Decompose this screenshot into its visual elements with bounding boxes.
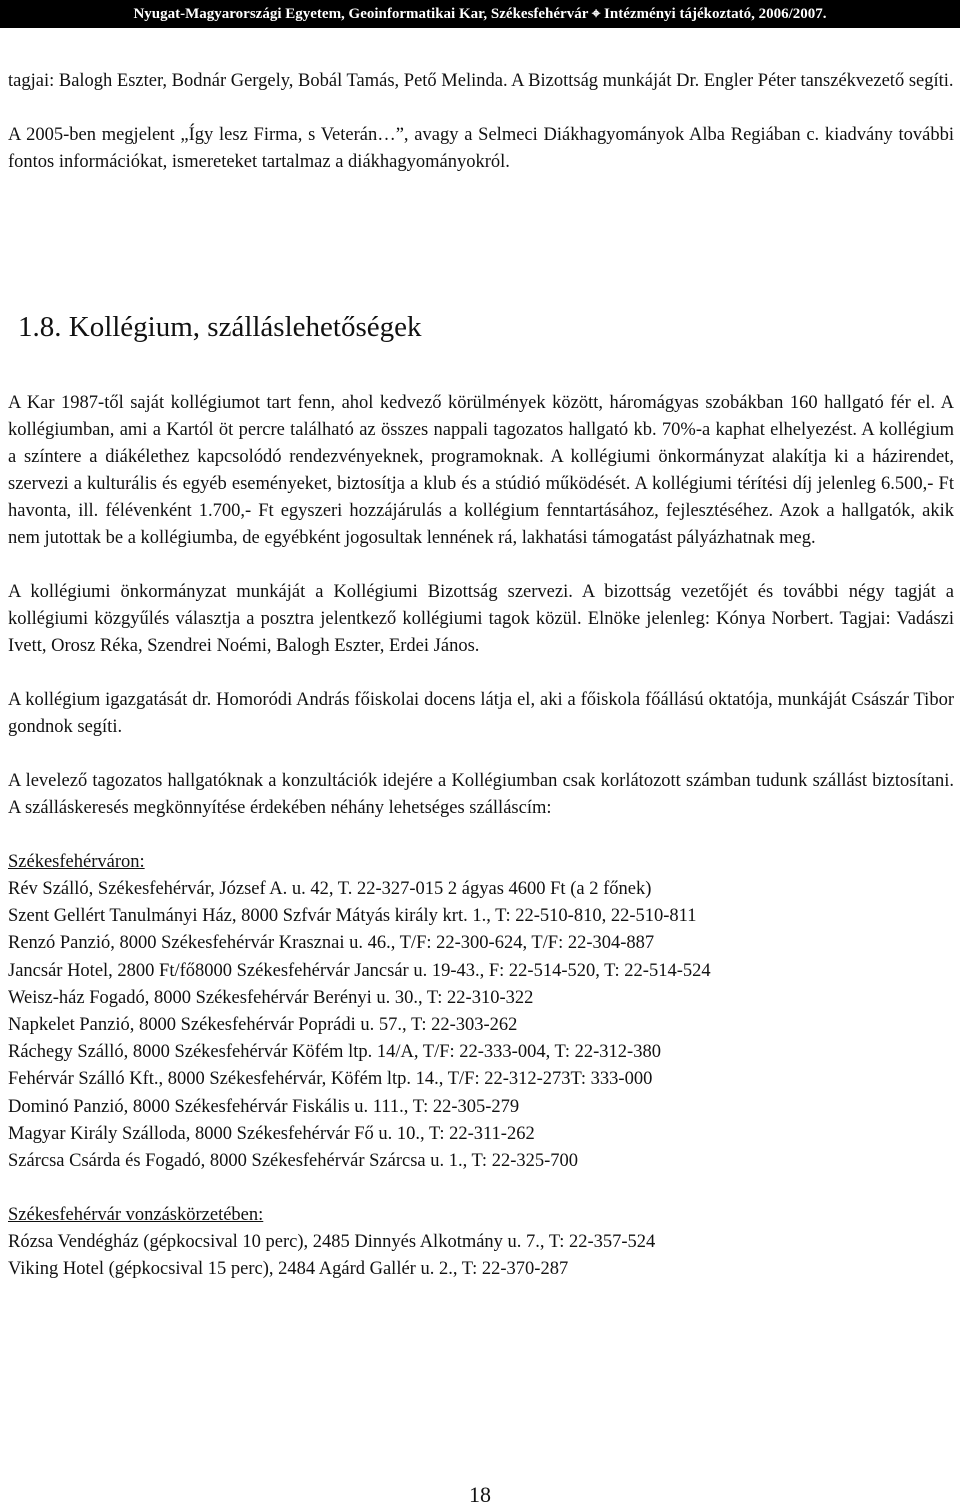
page-header xyxy=(0,0,960,28)
list-item: Napkelet Panzió, 8000 Székesfehérvár Poprádi u. 57., T: 22-303-262 xyxy=(8,1015,518,1036)
list-item: Rév Szálló, Székesfehérvár, József A. u. 42, T. 22-327-015 2 ágyas 4600 Ft (a 2 főnek) xyxy=(8,879,652,899)
section-paragraph-2: A kollégiumi önkormányzat munkáját a Kollégiumi Bizottság szervezi. A bizottság vezetőjét és további négy tagját a kollégiumi közgyűlés választja a posztra jelentkező kollégiumi tagok közül. Elnöke jelenleg: Kónya Norbert. Tagjai: Vadászi Ivett, Orosz Réka, Szendrei Noémi, Balogh Eszter, Erdei János. xyxy=(8,582,954,656)
section-body xyxy=(8,390,954,1284)
section-title: 1.8. Kollégium, szálláslehetőségek xyxy=(18,311,422,343)
list-item: Dominó Panzió, 8000 Székesfehérvár Fiskális u. 111., T: 22-305-279 xyxy=(8,1096,520,1117)
page-header-text: Nyugat-Magyarországi Egyetem, Geoinformatikai Kar, Székesfehérvár ⌖ Intézményi tájékoztató, 2006/2007. xyxy=(133,6,827,22)
section-paragraph-3: A kollégium igazgatását dr. Homoródi András főiskolai docens látja el, aki a főiskola főállású oktatója, munkáját Császár Tibor gondnok segíti. xyxy=(8,690,954,737)
lodging-city-heading: Székesfehérváron: xyxy=(8,852,145,872)
list-item: Viking Hotel (gépkocsival 15 perc), 2484 Agárd Gallér u. 2., T: 22-370-287 xyxy=(8,1259,569,1280)
list-item: Rózsa Vendégház (gépkocsival 10 perc), 2485 Dinnyés Alkotmány u. 7., T: 22-357-524 xyxy=(8,1232,656,1253)
list-item: Szárcsa Csárda és Fogadó, 8000 Székesfehérvár Szárcsa u. 1., T: 22-325-700 xyxy=(8,1151,579,1172)
list-item: Magyar Király Szálloda, 8000 Székesfehérvár Fő u. 10., T: 22-311-262 xyxy=(8,1123,535,1144)
lodging-area-heading: Székesfehérvár vonzáskörzetében: xyxy=(8,1205,264,1226)
intro-paragraph-1: tagjai: Balogh Eszter, Bodnár Gergely, Bobál Tamás, Pető Melinda. A Bizottság munkáját Dr. Engler Péter tanszékvezető segíti. xyxy=(8,71,954,91)
section-paragraph-1: A Kar 1987-től saját kollégiumot tart fenn, ahol kedvező körülmények között, háromágyas szobákban 160 hallgató fér el. A kollégiumban, ami a Kartól öt percre található az összes nappali tagozatos hallgató kb. 70%-a kaphat elhelyezést. A kollégium a színtere a diákélethez kapcsolódó rendezvényeknek, programoknak. A kollégiumi önkormányzat alakítja ki a házirendet, szervezi a kulturális és egyéb eseményeket, biztosítja a klub és a stúdió működését. A kollégiumi térítési díj jelenleg 6.500,- Ft havonta, ill. félévenként 1.700,- Ft egyszeri hozzájárulás a kollégium fenntartásához, fejlesztéséhez. Azok a hallgatók, akik nem jutottak be a kollégiumba, de egyébként jogosultak lennének rá, lakhatási támogatást pályázhatnak meg. xyxy=(8,393,954,548)
list-item: Weisz-ház Fogadó, 8000 Székesfehérvár Berényi u. 30., T: 22-310-322 xyxy=(8,987,534,1008)
lodging-area-list xyxy=(8,1229,954,1283)
intro-paragraph-2: A 2005-ben megjelent „Így lesz Firma, s Veterán…”, avagy a Selmeci Diákhagyományok Alba Regiában c. kiadvány további fontos információkat, ismereteket tartalmaz a diákhagyományokról. xyxy=(8,125,954,172)
list-item: Jancsár Hotel, 2800 Ft/fő8000 Székesfehérvár Jancsár u. 19-43., F: 22-514-520, T: 22-514-524 xyxy=(8,960,711,981)
section-paragraph-4: A levelező tagozatos hallgatóknak a konzultációk idejére a Kollégiumban csak korlátozott számban tudunk szállást biztosítani. A szálláskeresés megkönnyítése érdekében néhány lehetséges szálláscím: xyxy=(8,771,954,818)
list-item: Fehérvár Szálló Kft., 8000 Székesfehérvár, Köfém ltp. 14., T/F: 22-312-273T: 333-000 xyxy=(8,1069,653,1090)
lodging-city-list xyxy=(8,876,954,1175)
list-item: Renzó Panzió, 8000 Székesfehérvár Krasznai u. 46., T/F: 22-300-624, T/F: 22-304-887 xyxy=(8,933,655,954)
list-item: Ráchegy Szálló, 8000 Székesfehérvár Köfém ltp. 14/A, T/F: 22-333-004, T: 22-312-380 xyxy=(8,1042,661,1063)
list-item: Szent Gellért Tanulmányi Ház, 8000 Szfvár Mátyás király krt. 1., T: 22-510-810, 22-510-811 xyxy=(8,906,697,927)
page-number: 18 xyxy=(469,1482,491,1507)
intro-block xyxy=(8,68,954,176)
